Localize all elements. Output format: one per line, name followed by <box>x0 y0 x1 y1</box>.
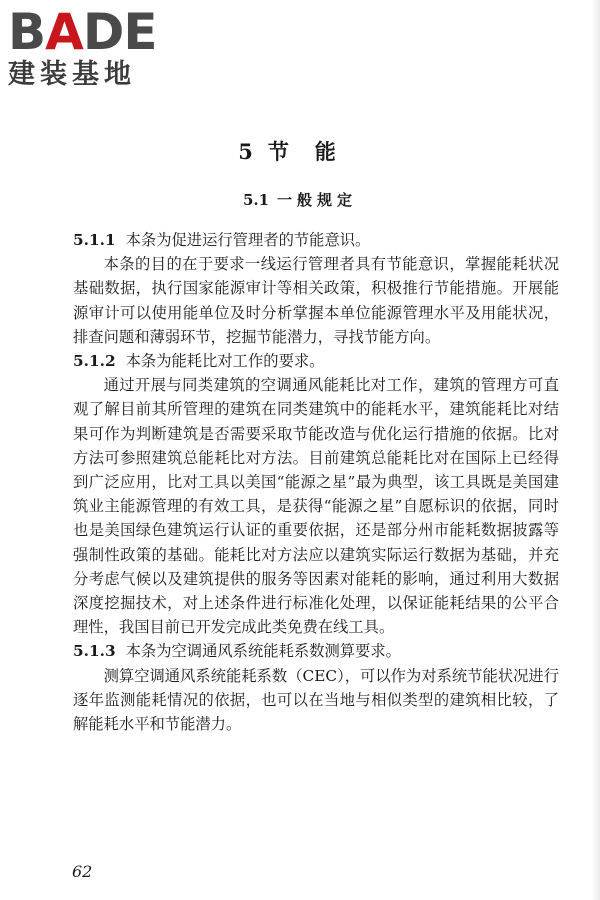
clause-heading <box>73 228 559 252</box>
clause-number: 5.1.3 <box>73 642 116 661</box>
clause-paragraph: 测算空调通风系统能耗系数（CEC），可以作为对系统节能状况进行逐年监测能耗情况的依据，也可以在当地与相似类型的建筑相比较，了解能耗水平和节能潜力。 <box>73 666 559 734</box>
section-title: 一般规定 <box>277 191 358 209</box>
page-number: 62 <box>72 862 93 881</box>
clause-heading-text: 本条为促进运行管理者的节能意识。 <box>125 231 371 249</box>
section-heading <box>0 189 600 210</box>
clause-paragraph: 本条的目的在于要求一线运行管理者具有节能意识，掌握能耗状况基础数据，执行国家能源审计等相关政策，积极推行节能措施。开展能源审计可以使用能单位及时分析掌握本单位能源管理水平及用能状况，排查问题和薄弱环节，挖掘节能潜力，寻找节能方向。 <box>73 255 559 346</box>
logo-wordmark: BADE <box>8 3 157 61</box>
chapter-heading <box>0 136 600 166</box>
clause-number: 5.1.1 <box>73 231 116 249</box>
page-edge-shadow <box>591 0 600 900</box>
logo-accent-letter: A <box>45 3 83 61</box>
watermark-logo <box>8 3 178 90</box>
clause-heading <box>73 639 559 663</box>
clause-number: 5.1.2 <box>73 352 116 371</box>
clause-heading <box>73 349 559 373</box>
chapter-number: 5 <box>238 139 254 164</box>
clause-heading-text: 本条为空调通风系统能耗系数测算要求。 <box>125 642 401 661</box>
chapter-title: 节能 <box>267 139 362 164</box>
logo-subtitle: 建装基地 <box>8 59 136 90</box>
clause-heading-text: 本条为能耗比对工作的要求。 <box>125 352 325 371</box>
clause-paragraph: 通过开展与同类建筑的空调通风能耗比对工作，建筑的管理方可直观了解目前其所管理的建筑在同类建筑中的能耗水平，建筑能耗比对结果可作为判断建筑是否需要采取节能改造与优化运行措施的依据。比对方法可参照建筑总能耗比对方法。目前建筑总能耗比对在国际上已经得到广泛应用，比对工具以美国“能源之星”最为典型，该工具既是美国建筑业主能源管理的有效工具，是获得“能源之星”自愿标识的依据，同时也是美国绿色建筑运行认证的重要依据，还是部分州市能耗数据披露等强制性政策的基础。能耗比对方法应以建筑实际运行数据为基础，并充分考虑气候以及建筑提供的服务等因素对能耗的影响，通过利用大数据深度挖掘技术，对上述条件进行标准化处理，以保证能耗结果的公平合理性，我国目前已开发完成此类免费在线工具。 <box>73 376 559 637</box>
body-text <box>73 228 559 736</box>
section-number: 5.1 <box>242 191 270 209</box>
